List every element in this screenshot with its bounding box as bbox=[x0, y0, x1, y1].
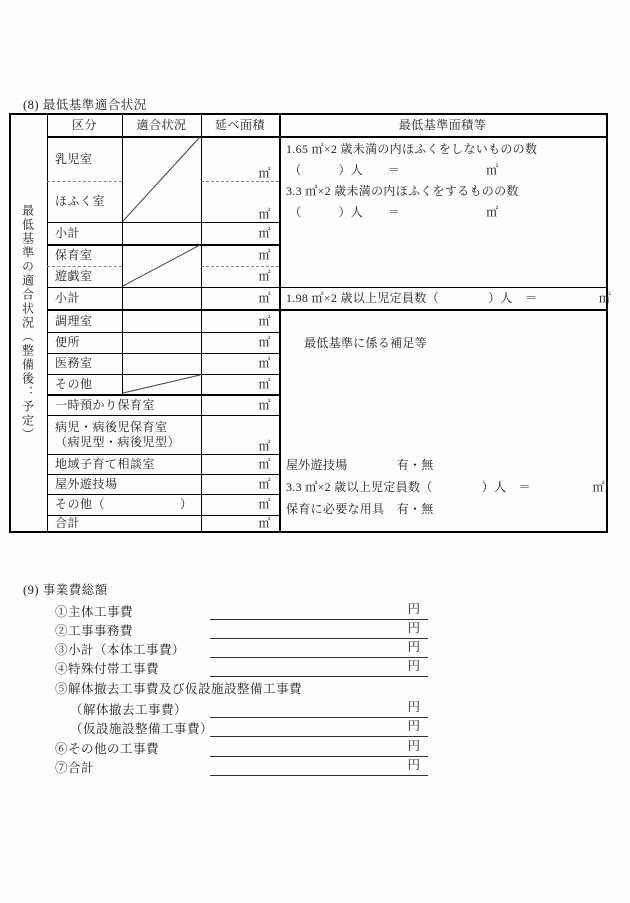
area-cell: ㎡ bbox=[258, 456, 271, 471]
fee-row-main-construction bbox=[0, 600, 630, 620]
row-label-sick-child-room bbox=[55, 415, 197, 454]
fee-amount-line bbox=[210, 737, 428, 757]
row-label-subtotal-1: 小計 bbox=[55, 225, 81, 240]
minimum-area-cell-under2 bbox=[280, 139, 606, 223]
grid-line bbox=[47, 115, 48, 531]
minimum-area-cell-over2 bbox=[280, 287, 612, 309]
fee-label: ③小計（本体工事費） bbox=[55, 643, 186, 657]
formula-165: 1.65 ㎡×2 歳未満の内ほふくをしないものの数 bbox=[286, 142, 538, 156]
area-cell: ㎡ bbox=[258, 356, 271, 370]
fee-amount-line bbox=[210, 657, 428, 677]
minimum-area-cell-notes bbox=[280, 310, 606, 531]
childcare-equipment-presence: 保育に必要な用具 有・無 bbox=[286, 502, 434, 516]
table-side-label: 最低基準の適合状況（整備後：予定） bbox=[20, 204, 35, 442]
fee-row-grand-total bbox=[0, 756, 630, 776]
fee-amount-line bbox=[210, 717, 428, 737]
area-cell: ㎡ bbox=[258, 248, 271, 262]
fee-label: （仮設施設整備工事費） bbox=[70, 722, 214, 736]
row-label-total: 合計 bbox=[55, 515, 81, 530]
col-header-conformity: 適合状況 bbox=[136, 118, 187, 132]
fee-label: ⑦合計 bbox=[55, 761, 95, 775]
fee-label: ①主体工事費 bbox=[55, 605, 134, 619]
row-label-nursery-room: 保育室 bbox=[55, 248, 93, 262]
formula-33-over2: 3.3 ㎡×2 歳以上児定員数（ ）人 ＝ ㎡ bbox=[286, 480, 605, 494]
fee-label: ④特殊付帯工事費 bbox=[55, 662, 160, 676]
area-cell: ㎡ bbox=[258, 515, 271, 530]
yen-unit: 円 bbox=[407, 602, 420, 616]
yen-unit: 円 bbox=[407, 640, 420, 654]
col-header-minimum-area: 最低基準面積等 bbox=[398, 118, 487, 132]
row-label-outdoor-playground: 屋外遊技場 bbox=[55, 476, 118, 491]
row-label-community-room: 地域子育て相談室 bbox=[55, 456, 156, 471]
fee-amount-line bbox=[210, 638, 428, 658]
fee-row-demolition-group bbox=[0, 677, 630, 697]
area-cell: ㎡ bbox=[258, 476, 271, 491]
area-cell: ㎡ bbox=[258, 335, 271, 349]
fee-label: ⑥その他の工事費 bbox=[55, 742, 160, 756]
formula-165-blank: （ ）人 ＝ ㎡ bbox=[286, 163, 499, 177]
fee-amount-line bbox=[210, 619, 428, 639]
area-cell: ㎡ bbox=[258, 376, 271, 391]
minimum-standard-table bbox=[9, 113, 612, 533]
yen-unit: 円 bbox=[407, 659, 420, 673]
area-cell: ㎡ bbox=[258, 225, 271, 240]
outdoor-playground-presence: 屋外遊技場 有・無 bbox=[286, 458, 434, 472]
row-label-subtotal-2: 小計 bbox=[55, 290, 81, 305]
row-label-other-2: その他（ ） bbox=[55, 497, 193, 511]
fee-label: （解体撤去工事費） bbox=[70, 703, 188, 717]
fee-row-demolition bbox=[0, 698, 630, 718]
row-label-play-room: 遊戯室 bbox=[55, 269, 93, 283]
area-cell: ㎡ bbox=[258, 397, 271, 412]
fee-row-other-construction bbox=[0, 737, 630, 757]
col-header-category: 区分 bbox=[71, 118, 97, 132]
area-cell: ㎡ bbox=[258, 290, 271, 305]
yen-unit: 円 bbox=[407, 739, 420, 753]
yen-unit: 円 bbox=[407, 700, 420, 714]
supplement-note: 最低基準に係る補足等 bbox=[304, 336, 428, 350]
fee-row-temporary-facility bbox=[0, 717, 630, 737]
yen-unit: 円 bbox=[407, 621, 420, 635]
section9-title: (9) 事業費総額 bbox=[23, 583, 108, 597]
formula-33-blank: （ ）人 ＝ ㎡ bbox=[286, 205, 499, 219]
area-cell: ㎡ bbox=[258, 207, 271, 221]
fee-label: ⑤解体撤去工事費及び仮設施設整備工事費 bbox=[55, 682, 303, 696]
yen-unit: 円 bbox=[407, 758, 420, 772]
fee-row-subtotal bbox=[0, 638, 630, 658]
row-label-infant-room: 乳児室 bbox=[55, 151, 93, 166]
fee-label: ②工事事務費 bbox=[55, 624, 134, 638]
section8-title: (8) 最低基準適合状況 bbox=[23, 98, 147, 112]
row-label-toilet: 便所 bbox=[55, 335, 81, 349]
row-label-kitchen: 調理室 bbox=[55, 313, 93, 328]
area-cell: ㎡ bbox=[258, 269, 271, 283]
row-label-medical-room: 医務室 bbox=[55, 356, 93, 370]
fee-row-construction-admin bbox=[0, 619, 630, 639]
row-label-temporary-care-room: 一時預かり保育室 bbox=[55, 397, 156, 412]
formula-33: 3.3 ㎡×2 歳未満の内ほふくをするものの数 bbox=[286, 184, 519, 198]
area-cell: ㎡ bbox=[258, 497, 271, 511]
yen-unit: 円 bbox=[407, 719, 420, 733]
col-header-total-area: 延べ面積 bbox=[214, 118, 265, 132]
sick-child-room-line1: 病児・病後児保育室 bbox=[55, 419, 168, 434]
formula-198: 1.98 ㎡×2 歳以上児定員数（ ）人 ＝ ㎡ bbox=[286, 291, 612, 305]
fee-amount-line bbox=[210, 600, 428, 620]
row-label-other-1: その他 bbox=[55, 376, 93, 391]
fee-row-special-incidental bbox=[0, 657, 630, 677]
row-label-crawling-room: ほふく室 bbox=[55, 194, 106, 208]
sick-child-room-line2: （病児型・病後児型） bbox=[55, 434, 181, 449]
fee-amount-line bbox=[210, 756, 428, 776]
fee-amount-line bbox=[210, 698, 428, 718]
area-cell: ㎡ bbox=[258, 439, 271, 453]
area-cell: ㎡ bbox=[258, 313, 271, 328]
area-cell: ㎡ bbox=[258, 166, 271, 180]
